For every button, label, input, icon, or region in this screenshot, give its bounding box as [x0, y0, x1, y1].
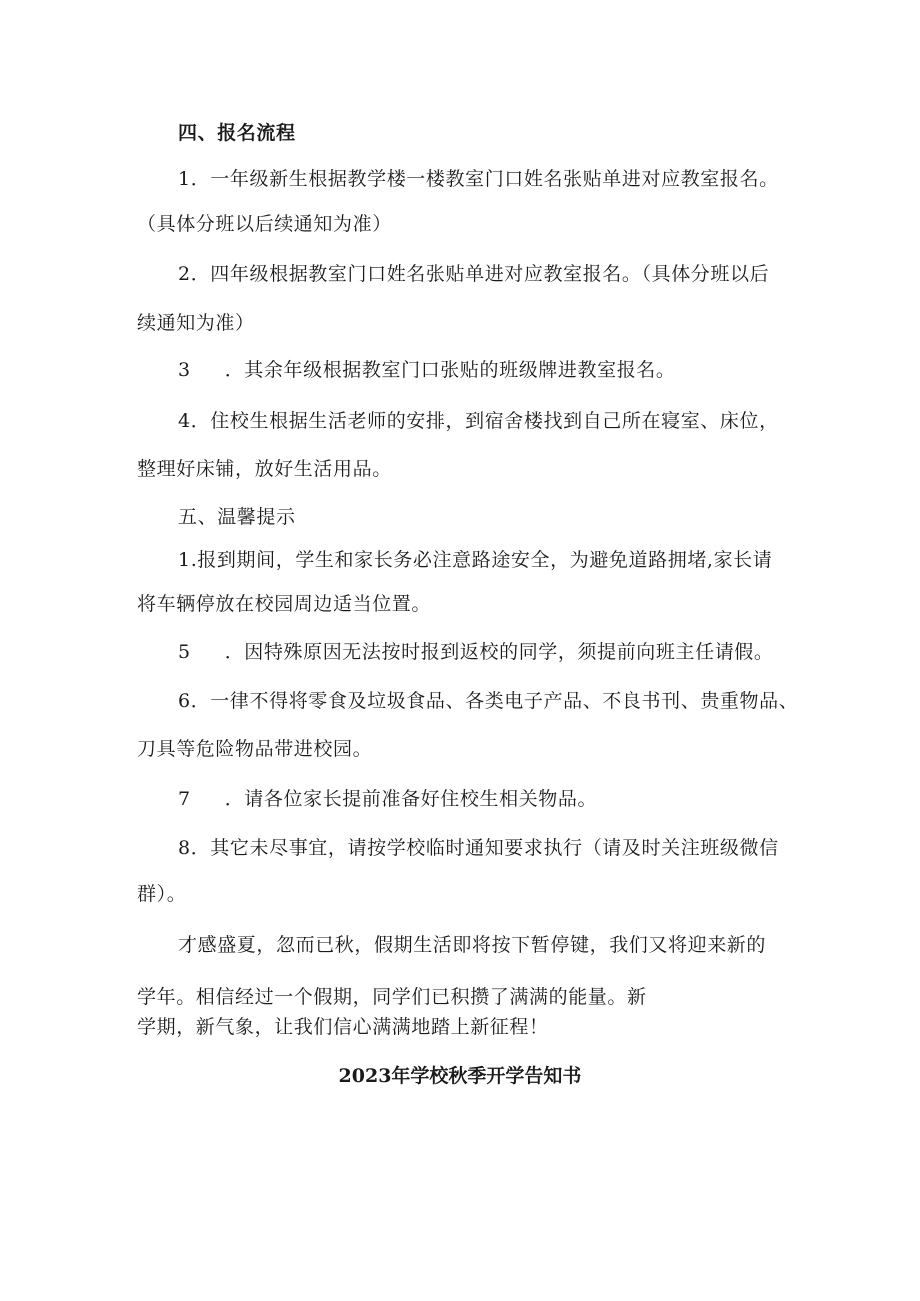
s4-item2-line2: 续通知为准） [137, 312, 255, 334]
section5-heading: 五、温馨提示 [178, 506, 296, 528]
s4-item1-line1: 1．一年级新生根据教学楼一楼教室门口姓名张贴单进对应教室报名。 [178, 168, 779, 190]
closing-line3: 学期，新气象，让我们信心满满地踏上新征程！ [137, 1016, 549, 1038]
s4-item3-number: 3 [178, 359, 191, 381]
s5-item1-line1: 1.报到期间，学生和家长务必注意路途安全，为避免道路拥堵,家长请 [178, 549, 773, 571]
s5-item6-line1: 6．一律不得将零食及垃圾食品、各类电子产品、不良书刊、贵重物品、 [178, 690, 799, 712]
s5-item7 [178, 787, 597, 811]
s5-item7-number: 7 [178, 788, 191, 810]
s4-item3-text: ．其余年级根据教室门口张贴的班级牌进教室报名。 [224, 359, 676, 381]
section4-heading: 四、报名流程 [178, 122, 296, 144]
closing-line2: 学年。相信经过一个假期，同学们已积攒了满满的能量。新 [137, 986, 647, 1008]
s4-item4-line1: 4．住校生根据生活老师的安排，到宿舍楼找到自己所在寝室、床位， [178, 410, 779, 432]
s5-item8-line2: 群）。 [137, 883, 187, 905]
s5-item5 [178, 640, 774, 664]
s4-item2-line1: 2．四年级根据教室门口姓名张贴单进对应教室报名。（具体分班以后 [178, 263, 770, 285]
s5-item1-line2: 将车辆停放在校园周边适当位置。 [137, 593, 432, 615]
s5-item5-text: ．因特殊原因无法按时报到返校的同学，须提前向班主任请假。 [224, 641, 774, 663]
s4-item1-line2: （具体分班以后续通知为准） [137, 213, 392, 235]
s5-item5-number: 5 [178, 641, 191, 663]
s5-item6-line2: 刀具等危险物品带进校园。 [137, 738, 373, 760]
closing-line1: 才感盛夏，忽而已秋，假期生活即将按下暂停键，我们又将迎来新的 [178, 934, 767, 956]
s5-item8-line1: 8．其它未尽事宜，请按学校临时通知要求执行（请及时关注班级微信 [178, 837, 779, 859]
s4-item4-line2: 整理好床铺，放好生活用品。 [137, 458, 392, 480]
s4-item3 [178, 358, 676, 382]
next-document-title: 2023年学校秋季开学告知书 [338, 1065, 582, 1087]
s5-item7-text: ．请各位家长提前准备好住校生相关物品。 [224, 788, 598, 810]
